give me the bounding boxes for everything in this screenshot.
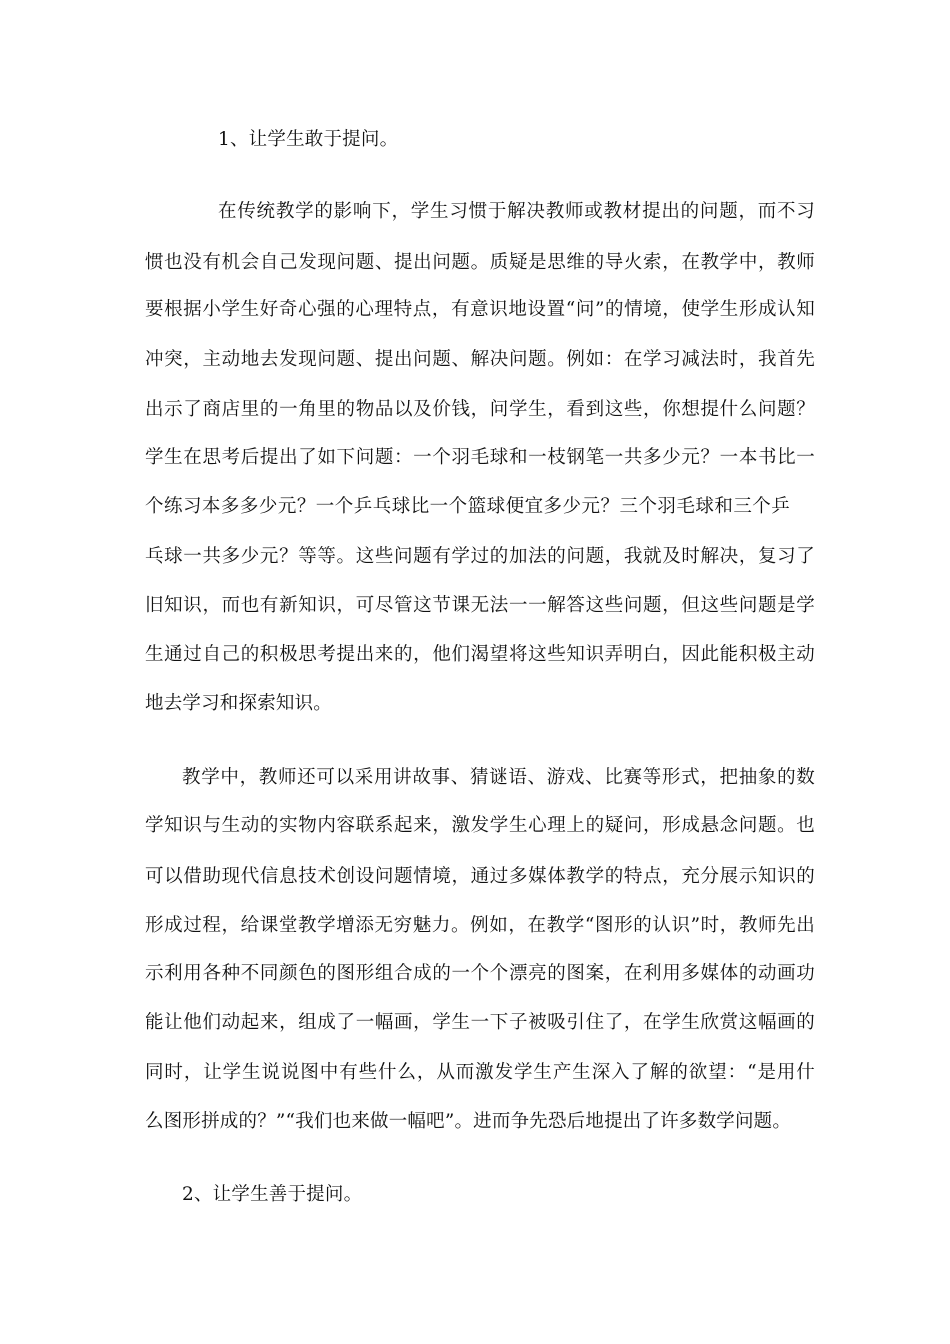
paragraph-1-line-1: 在传统教学的影响下，学生习惯于解决教师或教材提出的问题，而不习 [218,201,815,222]
paragraph-1-line-7: 个练习本多多少元？一个乒乓球比一个篮球便宜多少元？三个羽毛球和三个乒 [145,496,790,517]
paragraph-2-line-8: 么图形拼成的？”“我们也来做一幅吧”。进而争先恐后地提出了许多数学问题。 [145,1111,792,1132]
section-heading-1: 1、让学生敢于提问。 [218,129,399,150]
paragraph-2-line-4: 形成过程，给课堂教学增添无穷魅力。例如，在教学“图形的认识”时，教师先出 [145,915,815,936]
paragraph-1-line-2: 惯也没有机会自己发现问题、提出问题。质疑是思维的导火索，在教学中，教师 [145,252,815,273]
paragraph-2-line-2: 学知识与生动的实物内容联系起来，激发学生心理上的疑问，形成悬念问题。也 [145,815,815,836]
paragraph-2-line-3: 可以借助现代信息技术创设问题情境，通过多媒体教学的特点，充分展示知识的 [145,866,815,887]
paragraph-1-line-11: 地去学习和探索知识。 [145,693,333,714]
paragraph-1-line-4: 冲突，主动地去发现问题、提出问题、解决问题。例如：在学习减法时，我首先 [145,349,815,370]
paragraph-1-line-3: 要根据小学生好奇心强的心理特点，有意识地设置“问”的情境，使学生形成认知 [145,299,815,320]
paragraph-2-line-7: 同时，让学生说说图中有些什么，从而激发学生产生深入了解的欲望：“是用什 [145,1062,815,1083]
paragraph-1-line-10: 生通过自己的积极思考提出来的，他们渴望将这些知识弄明白，因此能积极主动 [145,644,815,665]
paragraph-2-line-1: 教学中，教师还可以采用讲故事、猜谜语、游戏、比赛等形式，把抽象的数 [182,767,815,788]
paragraph-2-line-6: 能让他们动起来，组成了一幅画，学生一下子被吸引住了，在学生欣赏这幅画的 [145,1012,815,1033]
section-heading-2: 2、让学生善于提问。 [182,1184,363,1205]
paragraph-1-line-6: 学生在思考后提出了如下问题：一个羽毛球和一枝钢笔一共多少元？一本书比一 [145,447,815,468]
paragraph-1-line-5: 出示了商店里的一角里的物品以及价钱，问学生，看到这些，你想提什么问题？ [145,399,815,420]
paragraph-2-line-5: 示利用各种不同颜色的图形组合成的一个个漂亮的图案，在利用多媒体的动画功 [145,963,815,984]
paragraph-1-line-8: 乓球一共多少元？等等。这些问题有学过的加法的问题，我就及时解决，复习了 [145,546,815,567]
paragraph-1-line-9: 旧知识，而也有新知识，可尽管这节课无法一一解答这些问题，但这些问题是学 [145,595,815,616]
